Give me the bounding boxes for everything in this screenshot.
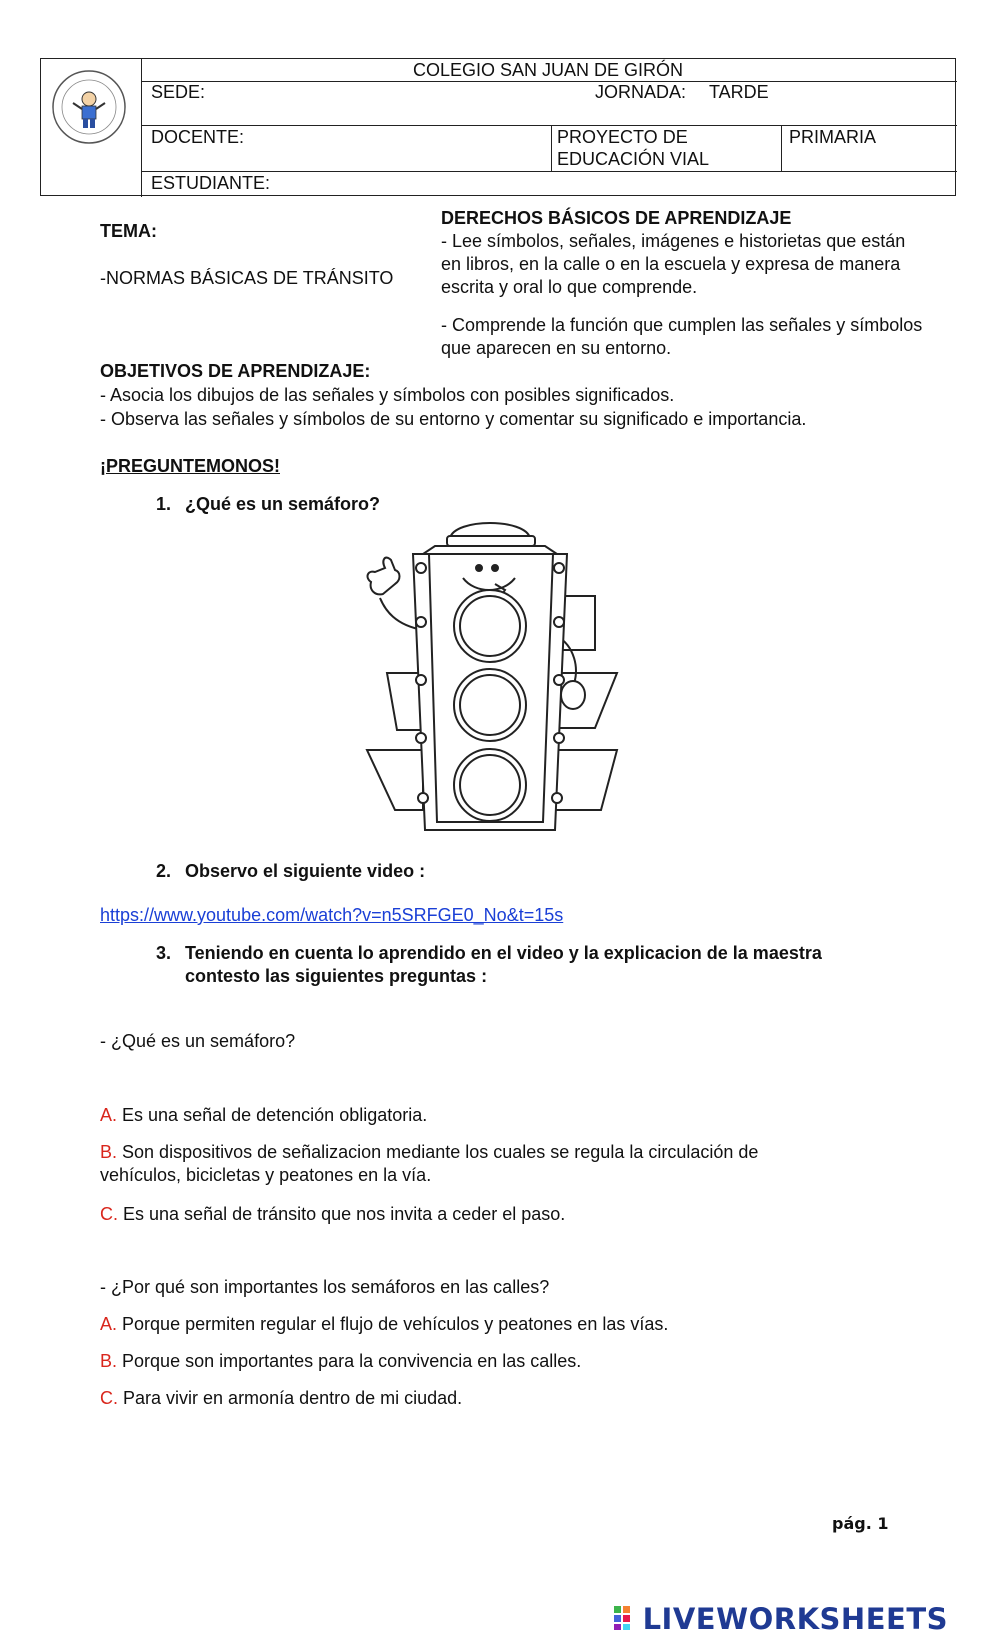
q2-text: Observo el siguiente video : bbox=[185, 861, 426, 881]
tema-value: -NORMAS BÁSICAS DE TRÁNSITO bbox=[100, 268, 394, 288]
school-logo bbox=[47, 65, 131, 149]
q1-text: ¿Qué es un semáforo? bbox=[185, 494, 381, 514]
mc1-option-b[interactable] bbox=[100, 1141, 758, 1187]
objetivo-item-1: - Asocia los dibujos de las señales y símbolos con posibles significados. bbox=[100, 385, 675, 405]
jornada-value: TARDE bbox=[709, 82, 769, 102]
liveworksheets-watermark bbox=[613, 1602, 948, 1638]
q1-number: 1. bbox=[156, 494, 172, 514]
header-table bbox=[40, 58, 956, 196]
dba-item-1-line-1: - Lee símbolos, señales, imágenes e historietas que están bbox=[441, 231, 906, 251]
video-link[interactable]: https://www.youtube.com/watch?v=n5SRFGE0_No&t=15s bbox=[100, 905, 564, 925]
level-label: PRIMARIA bbox=[789, 127, 877, 147]
q2-number: 2. bbox=[156, 861, 172, 881]
objetivos-title: OBJETIVOS DE APRENDIZAJE: bbox=[100, 361, 371, 381]
q3-line-1: Teniendo en cuenta lo aprendido en el video y la explicacion de la maestra bbox=[185, 943, 822, 963]
estudiante-label: ESTUDIANTE: bbox=[151, 173, 271, 193]
mc1-option-c[interactable] bbox=[100, 1203, 565, 1226]
page-number: pág. 1 bbox=[832, 1514, 889, 1533]
sede-label: SEDE: bbox=[151, 82, 206, 102]
mc2-question: - ¿Por qué son importantes los semáforos en las calles? bbox=[100, 1277, 550, 1297]
school-name: COLEGIO SAN JUAN DE GIRÓN bbox=[412, 60, 684, 80]
dba-title: DERECHOS BÁSICOS DE APRENDIZAJE bbox=[441, 208, 792, 228]
proyecto-line2: EDUCACIÓN VIAL bbox=[557, 149, 710, 169]
option-text: Son dispositivos de señalizacion mediante los cuales se regula la circulación de bbox=[122, 1142, 759, 1162]
dba-item-2-line-2: que aparecen en su entorno. bbox=[441, 338, 672, 358]
option-text: Para vivir en armonía dentro de mi ciudad. bbox=[123, 1388, 463, 1408]
mc2-option-b[interactable] bbox=[100, 1350, 581, 1373]
preguntemonos-heading: ¡PREGUNTEMONOS! bbox=[100, 456, 280, 476]
option-letter: A. bbox=[100, 1314, 118, 1334]
mc2-option-a[interactable] bbox=[100, 1313, 668, 1336]
docente-label: DOCENTE: bbox=[151, 127, 245, 147]
q3-number: 3. bbox=[156, 943, 172, 963]
dba-item-1-line-2: en libros, en la calle o en la escuela y expresa de manera bbox=[441, 254, 901, 274]
option-text: Porque permiten regular el flujo de vehículos y peatones en las vías. bbox=[122, 1314, 669, 1334]
watermark-text: LIVEWORKSHEETS bbox=[642, 1602, 948, 1636]
jornada-label: JORNADA: bbox=[595, 82, 687, 102]
option-text: Es una señal de detención obligatoria. bbox=[122, 1105, 428, 1125]
proyecto-line1: PROYECTO DE bbox=[557, 127, 688, 147]
option-text: Porque son importantes para la convivencia en las calles. bbox=[122, 1351, 582, 1371]
liveworksheets-logo-icon bbox=[613, 1604, 639, 1638]
option-letter: B. bbox=[100, 1351, 118, 1371]
dba-item-2-line-1: - Comprende la función que cumplen las señales y símbolos bbox=[441, 315, 923, 335]
dba-item-1-line-3: escrita y oral lo que comprende. bbox=[441, 277, 698, 297]
mc1-question: - ¿Qué es un semáforo? bbox=[100, 1031, 296, 1051]
q3-line-2: contesto las siguientes preguntas : bbox=[185, 966, 488, 986]
option-text-line-2: vehículos, bicicletas y peatones en la vía. bbox=[100, 1165, 432, 1185]
option-letter: B. bbox=[100, 1142, 118, 1162]
option-letter: A. bbox=[100, 1105, 118, 1125]
objetivo-item-2: - Observa las señales y símbolos de su entorno y comentar su significado e importancia. bbox=[100, 409, 807, 429]
tema-label: TEMA: bbox=[100, 221, 157, 241]
mc2-option-c[interactable] bbox=[100, 1387, 462, 1410]
option-letter: C. bbox=[100, 1388, 118, 1408]
option-text: Es una señal de tránsito que nos invita a ceder el paso. bbox=[123, 1204, 566, 1224]
mc1-option-a[interactable] bbox=[100, 1104, 427, 1127]
traffic-light-illustration bbox=[355, 510, 625, 845]
option-letter: C. bbox=[100, 1204, 118, 1224]
